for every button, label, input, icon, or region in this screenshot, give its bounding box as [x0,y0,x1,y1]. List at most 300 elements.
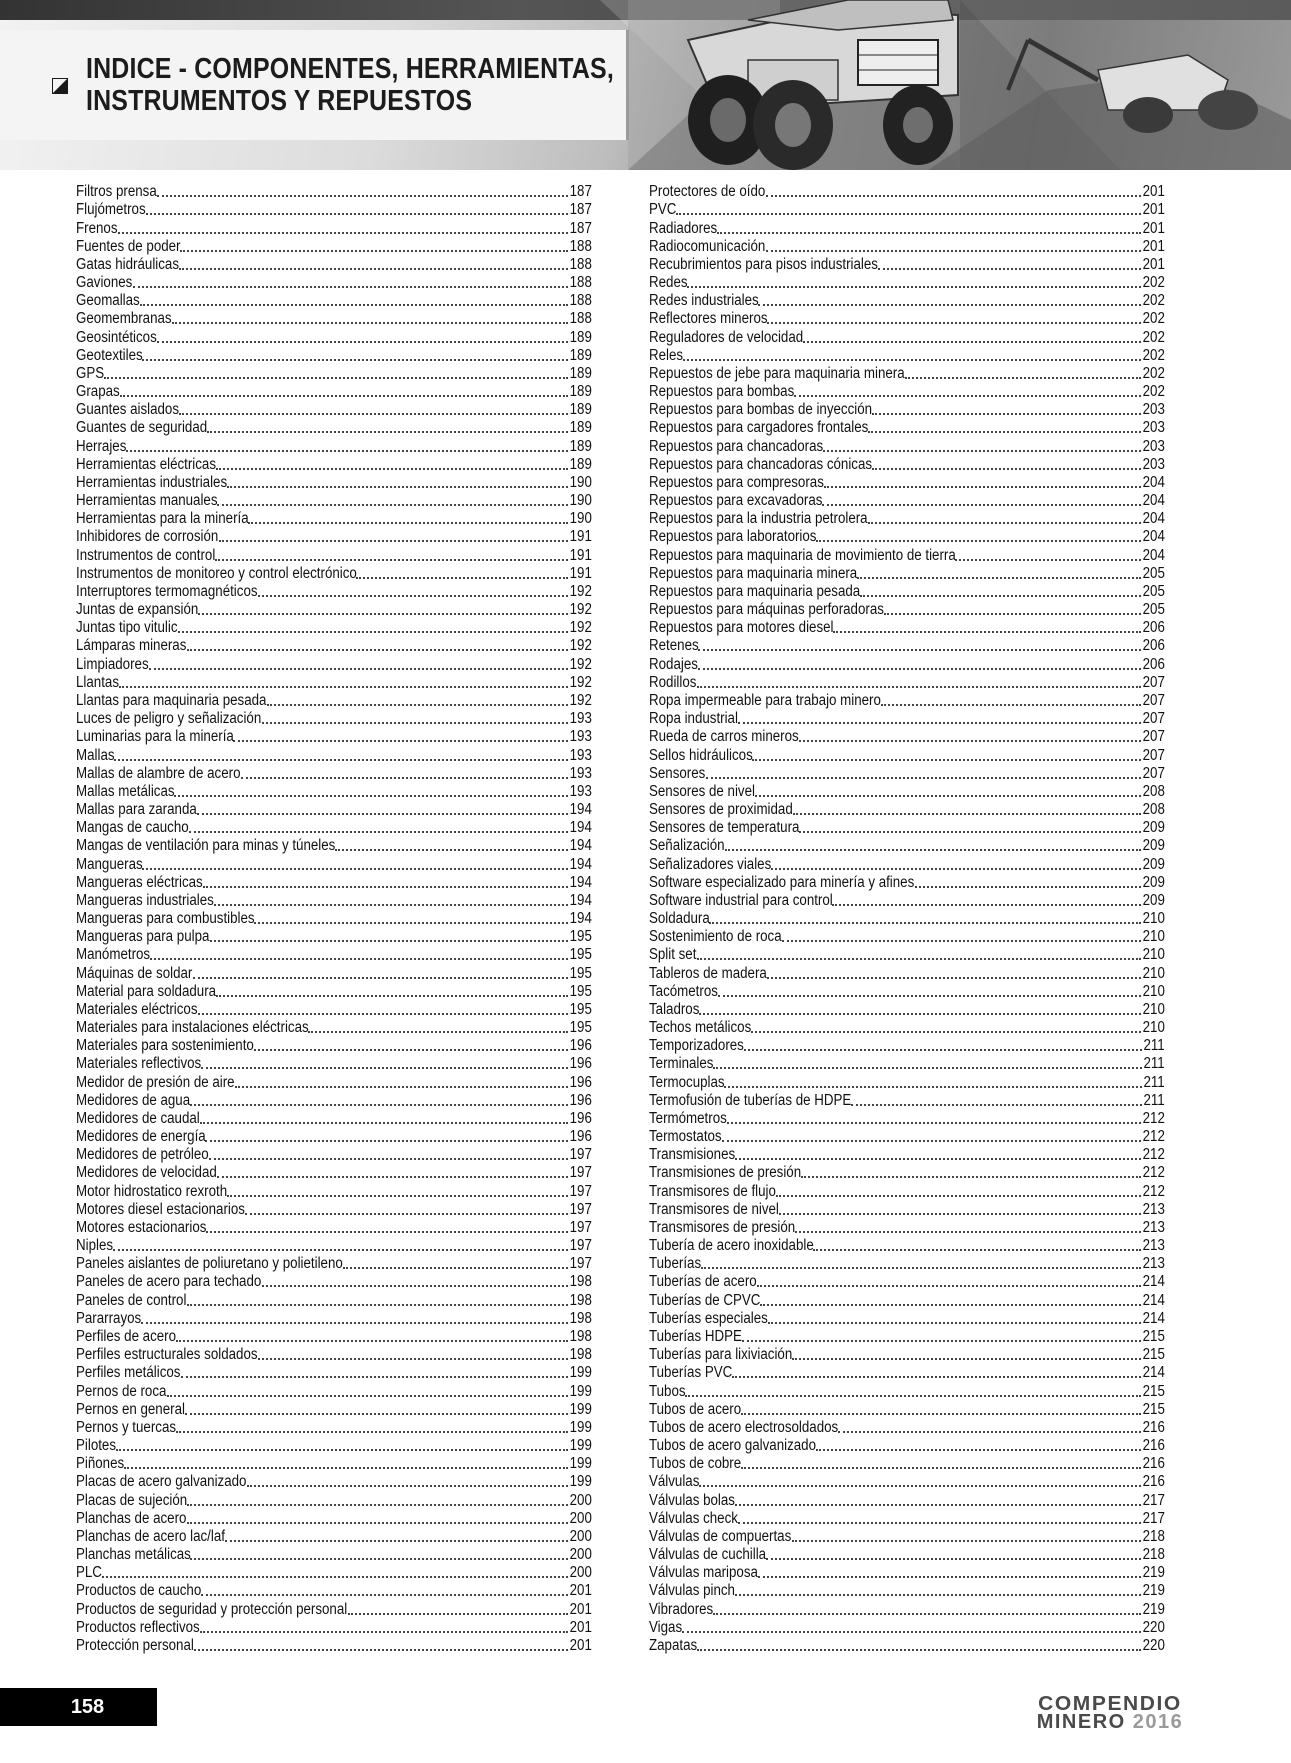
index-entry [649,1491,1165,1509]
index-entry-page: 199 [569,1437,592,1455]
index-entry-label: Repuestos para bombas de inyección [649,401,873,419]
index-entry-page: 189 [569,455,592,473]
index-entry-label: Sensores [649,764,706,782]
index-entry [76,1146,592,1164]
index-entry-label: Pilotes [76,1437,117,1455]
dot-leader [198,1013,568,1015]
dot-leader [245,1213,567,1215]
index-entry [76,1437,592,1455]
dot-leader [676,213,1141,215]
page-title [86,53,614,117]
index-entry-label: Placas de acero galvanizado [76,1473,247,1491]
index-entry-page: 214 [1142,1309,1165,1327]
index-entry-label: Llantas para maquinaria pesada [76,691,267,709]
index-entry-label: Lámparas mineras [76,637,187,655]
dot-leader [219,540,568,542]
index-entry-page: 207 [1142,746,1165,764]
dot-leader [116,1449,568,1451]
index-entry-label: Materiales para instalaciones eléctricas [76,1019,309,1037]
index-entry-page: 193 [569,728,592,746]
index-entry-label: Transmisores de flujo [649,1182,776,1200]
index-entry [76,1346,592,1364]
index-entry-label: Tuberías PVC [649,1364,733,1382]
index-entry-page: 192 [569,637,592,655]
index-entry [76,419,592,437]
index-entry-label: Paneles aislantes de poliuretano y polietileno [76,1255,343,1273]
index-entry-page: 194 [569,873,592,891]
index-entry-page: 204 [1142,546,1165,564]
index-entry-label: Herrajes [76,437,127,455]
dot-leader [793,813,1141,815]
dot-leader [872,468,1140,470]
dot-leader [201,1067,568,1069]
index-entry-label: Manómetros [76,946,151,964]
dot-leader [119,686,568,688]
index-entry-label: Repuestos para maquinaria minera [649,564,858,582]
index-entry-page: 204 [1142,528,1165,546]
index-entry [649,1219,1165,1237]
dot-leader [771,868,1140,870]
dot-leader [167,1395,568,1397]
index-entry-label: Máquinas de soldar [76,964,193,982]
index-entry-label: Interruptores termomagnéticos [76,582,258,600]
dot-leader [792,1540,1141,1542]
index-entry [76,437,592,455]
index-entry [649,1237,1165,1255]
index-entry [76,1637,592,1655]
index-entry-label: Rodillos [649,673,697,691]
index-entry-label: Termómetros [649,1109,727,1127]
index-entry-label: Temporizadores [649,1037,744,1055]
index-entry-page: 199 [569,1364,592,1382]
index-entry-label: Ropa industrial [649,710,738,728]
index-entry-label: Software especializado para minería y afines [649,873,915,891]
index-entry-label: Mallas para zaranda [76,801,197,819]
index-entry-label: Piñones [76,1455,125,1473]
index-entry-page: 192 [569,601,592,619]
index-entry-page: 200 [569,1564,592,1582]
mining-truck-illustration [628,0,1291,170]
index-entry-label: Redes industriales [649,292,759,310]
dot-leader [149,668,568,670]
index-entry [649,1273,1165,1291]
index-entry-label: Tubos de acero [649,1400,742,1418]
index-entry-page: 188 [569,255,592,273]
index-entry [649,1582,1165,1600]
index-entry-label: Pararrayos [76,1309,142,1327]
index-entry [76,1491,592,1509]
index-entry [649,347,1165,365]
index-entry-label: Tuberías especiales [649,1309,768,1327]
index-entry-page: 206 [1142,619,1165,637]
index-entry [76,583,592,601]
index-entry-label: Planchas de acero [76,1509,187,1527]
index-entry-label: Medidores de caudal [76,1109,200,1127]
dot-leader [118,232,568,234]
index-entry-page: 193 [569,764,592,782]
index-entry-page: 214 [1142,1291,1165,1309]
index-entry [76,1001,592,1019]
index-entry-label: Retenes [649,637,699,655]
index-entry [76,183,592,201]
index-entry-label: Niples [76,1237,114,1255]
dot-leader [254,1049,568,1051]
index-entry-page: 202 [1142,383,1165,401]
dot-leader [187,649,568,651]
index-entry [76,1310,592,1328]
index-entry-label: Reflectores mineros [649,310,768,328]
index-entry [649,528,1165,546]
dot-leader [699,1485,1141,1487]
index-entry-label: Perfiles metálicos [76,1364,181,1382]
index-entry-label: Perfiles estructurales soldados [76,1346,258,1364]
dot-leader [915,886,1141,888]
index-entry-label: Mallas metálicas [76,782,175,800]
dot-leader [157,341,568,343]
index-entry-page: 202 [1142,364,1165,382]
index-entry [76,292,592,310]
index-entry [76,1419,592,1437]
index-entry-label: Vibradores [649,1600,714,1618]
index-entry-page: 196 [569,1037,592,1055]
dot-leader [718,995,1141,997]
index-entry [649,365,1165,383]
index-entry-page: 199 [569,1382,592,1400]
index-entry-label: Señalización [649,837,725,855]
index-entry [649,1364,1165,1382]
index-entry [76,365,592,383]
index-entry-label: Mangueras [76,855,143,873]
index-entry-label: Tubos de acero galvanizado [649,1437,816,1455]
index-column-left [76,183,592,1655]
index-entry-page: 193 [569,746,592,764]
index-entry-page: 195 [569,1000,592,1018]
dot-leader [751,1031,1141,1033]
index-entry-label: Filtros prensa [76,183,157,201]
index-entry [76,619,592,637]
index-entry-page: 218 [1142,1527,1165,1545]
index-entry [649,1419,1165,1437]
dot-leader [179,268,568,270]
index-entry [76,474,592,492]
dot-leader [758,304,1141,306]
index-entry-page: 207 [1142,728,1165,746]
index-entry [649,219,1165,237]
index-entry-label: Material para soldadura [76,982,217,1000]
index-entry-page: 199 [569,1418,592,1436]
index-entry-page: 201 [1142,237,1165,255]
index-entry-page: 208 [1142,801,1165,819]
index-entry-label: Geotextiles [76,346,143,364]
index-entry [76,383,592,401]
index-entry-label: Guantes de seguridad [76,419,208,437]
index-entry-page: 194 [569,855,592,873]
index-entry-label: Productos de seguridad y protección personal [76,1600,348,1618]
dot-leader [142,359,568,361]
index-entry-label: Pernos y tuercas [76,1418,177,1436]
index-entry-page: 217 [1142,1509,1165,1527]
index-entry [76,1092,592,1110]
dot-leader [766,1558,1141,1560]
index-entry [76,983,592,1001]
index-entry-page: 198 [569,1309,592,1327]
index-entry-label: Taladros [649,1000,700,1018]
index-entry-label: Mangueras para combustibles [76,910,255,928]
index-entry-page: 217 [1142,1491,1165,1509]
index-entry-page: 210 [1142,1019,1165,1037]
index-entry-label: Planchas de acero lac/laf [76,1527,225,1545]
index-entry-label: Termocuplas [649,1073,725,1091]
index-entry-label: Repuestos para maquinaria de movimiento de tierra [649,546,956,564]
index-entry-label: Sostenimiento de roca [649,928,782,946]
dot-leader [150,958,568,960]
index-entry-label: Pernos de roca [76,1382,167,1400]
title-panel [0,30,626,140]
dot-leader [356,577,568,579]
index-entry [76,837,592,855]
index-entry-label: Válvulas check [649,1509,738,1527]
index-entry-page: 220 [1142,1618,1165,1636]
index-entry-page: 218 [1142,1546,1165,1564]
index-entry [649,492,1165,510]
dot-leader [697,686,1141,688]
index-entry-label: Zapatas [649,1636,698,1654]
index-entry-label: Repuestos para excavadoras [649,492,823,510]
index-entry [76,1455,592,1473]
index-entry-label: Luminarias para la minería [76,728,234,746]
index-entry-page: 202 [1142,292,1165,310]
index-entry [76,892,592,910]
dot-leader [190,1104,568,1106]
index-entry-label: Software industrial para control [649,891,833,909]
index-entry-label: Pernos en general [76,1400,185,1418]
index-entry-label: Luces de peligro y señalización [76,710,262,728]
dot-leader [760,1304,1141,1306]
index-entry-page: 202 [1142,310,1165,328]
index-entry [76,1110,592,1128]
index-entry-label: Materiales eléctricos [76,1000,198,1018]
dot-leader [698,649,1140,651]
index-entry-label: Rodajes [649,655,698,673]
index-entry-page: 198 [569,1273,592,1291]
dot-leader [713,1613,1141,1615]
index-entry [649,874,1165,892]
index-entry-page: 201 [1142,183,1165,201]
index-entry [649,183,1165,201]
dot-leader [178,631,568,633]
page-header [0,0,1291,170]
index-entry-label: Juntas de expansión [76,601,199,619]
index-entry [76,1055,592,1073]
index-entry-page: 210 [1142,964,1165,982]
index-entry-label: Redes [649,274,688,292]
index-entry-label: Tuberías de acero [649,1273,757,1291]
dot-leader [868,522,1141,524]
dot-leader [348,1613,568,1615]
index-entry-page: 190 [569,473,592,491]
dot-leader [776,1195,1141,1197]
index-entry [76,637,592,655]
page-number: 158 [70,1696,105,1718]
index-entry [76,1619,592,1637]
index-entry-page: 208 [1142,782,1165,800]
index-entry-page: 204 [1142,510,1165,528]
index-entry-page: 188 [569,237,592,255]
index-entry-page: 203 [1142,437,1165,455]
index-entry-page: 212 [1142,1164,1165,1182]
index-entry-label: Recubrimientos para pisos industriales [649,255,878,273]
index-entry-label: Ropa impermeable para trabajo minero [649,691,881,709]
index-entry-page: 202 [1142,328,1165,346]
index-entry-label: Repuestos para maquinaria pesada [649,582,861,600]
index-entry-label: Tuberías de CPVC [649,1291,761,1309]
index-entry [76,401,592,419]
index-entry [649,292,1165,310]
index-entry [649,710,1165,728]
index-entry-page: 189 [569,419,592,437]
index-entry [649,1164,1165,1182]
index-entry-page: 201 [569,1600,592,1618]
dot-leader [193,977,568,979]
dot-leader [189,831,568,833]
dot-leader [185,1413,568,1415]
dot-leader [215,559,568,561]
index-entry-page: 200 [569,1509,592,1527]
index-entry-page: 201 [569,1582,592,1600]
index-entry [76,1273,592,1291]
index-entry [76,728,592,746]
dot-leader [779,1213,1141,1215]
dot-leader [813,1249,1141,1251]
index-entry-label: Tuberías HDPE [649,1328,742,1345]
dot-leader [803,341,1140,343]
dot-leader [768,1322,1141,1324]
index-entry-label: Rueda de carros mineros [649,728,799,746]
dot-leader [267,704,568,706]
dot-leader [741,1413,1141,1415]
dot-leader [801,1176,1141,1178]
index-entry [649,201,1165,219]
index-entry [76,1564,592,1582]
dot-leader [214,904,568,906]
index-entry-label: Motor hidrostatico rexroth [76,1182,228,1200]
index-entry [649,1546,1165,1564]
index-entry-label: Medidores de petróleo [76,1146,209,1164]
index-entry [649,383,1165,401]
dot-leader [201,1594,568,1596]
index-entry [76,746,592,764]
index-entry-page: 196 [569,1091,592,1109]
dot-leader [190,1558,567,1560]
index-entry-page: 210 [1142,928,1165,946]
index-entry [649,1310,1165,1328]
dot-leader [197,813,568,815]
index-entry-page: 196 [569,1073,592,1091]
index-entry [649,1437,1165,1455]
dot-leader [851,1104,1142,1106]
index-entry [649,1473,1165,1491]
index-entry-label: Radiocomunicación [649,237,766,255]
index-entry [76,1237,592,1255]
index-entry-label: Reles [649,346,684,364]
index-entry [649,674,1165,692]
index-entry [76,274,592,292]
index-entry-page: 215 [1142,1346,1165,1364]
page-title-line1: INDICE - COMPONENTES, HERRAMIENTAS, [86,53,614,85]
index-entry [76,1473,592,1491]
index-entry-page: 198 [569,1291,592,1309]
index-entry-page: 201 [569,1618,592,1636]
index-entry-page: 195 [569,946,592,964]
index-entry-label: Placas de sujeción [76,1491,188,1509]
index-entry-label: Paneles de acero para techado [76,1273,262,1291]
index-entry-label: Grapas [76,383,120,401]
dot-leader [766,195,1141,197]
index-entry-label: Techos metálicos [649,1019,752,1037]
index-entry [76,1546,592,1564]
dot-leader [172,322,568,324]
dot-leader [738,722,1141,724]
index-entry [649,565,1165,583]
index-entry [649,1201,1165,1219]
brand-year: 2016 [1132,1711,1184,1733]
dot-leader [699,1013,1141,1015]
dot-leader [799,831,1141,833]
dot-leader [732,1376,1141,1378]
index-entry [649,310,1165,328]
index-entry-page: 187 [569,201,592,219]
dot-leader [141,1322,568,1324]
index-entry [76,1528,592,1546]
index-entry-label: Repuestos para la industria petrolera [649,510,868,528]
index-entry [649,892,1165,910]
index-entry-page: 211 [1143,1037,1165,1055]
dot-leader [878,268,1141,270]
index-entry-page: 216 [1142,1418,1165,1436]
index-entry [649,1073,1165,1091]
index-entry [649,328,1165,346]
index-entry-page: 198 [569,1346,592,1364]
index-entry-page: 195 [569,982,592,1000]
dot-leader [766,250,1141,252]
dot-leader [706,777,1141,779]
index-entry-label: Mangas de ventilación para minas y túneles [76,837,336,855]
index-entry-page: 219 [1142,1564,1165,1582]
dot-leader [860,595,1141,597]
index-entry-page: 209 [1142,873,1165,891]
index-entry [649,819,1165,837]
index-entry-page: 189 [569,383,592,401]
index-entry-page: 209 [1142,855,1165,873]
index-entry [649,1346,1165,1364]
index-entry-label: Repuestos para máquinas perforadoras [649,601,884,619]
index-entry-label: Guantes aislados [76,401,180,419]
dot-leader [157,195,568,197]
index-entry-page: 210 [1142,946,1165,964]
dot-leader [200,1631,568,1633]
index-entry [649,1128,1165,1146]
index-entry [76,1073,592,1091]
index-entry-label: Transmisores de nivel [649,1200,779,1218]
index-entry-label: Limpiadores [76,655,149,673]
index-entry-label: PVC [649,201,677,219]
index-entry-label: Transmisiones de presión [649,1164,802,1182]
index-entry [649,419,1165,437]
dot-leader [146,213,568,215]
index-entry-label: Productos de caucho [76,1582,202,1600]
index-entry [76,874,592,892]
dot-leader [235,1086,568,1088]
